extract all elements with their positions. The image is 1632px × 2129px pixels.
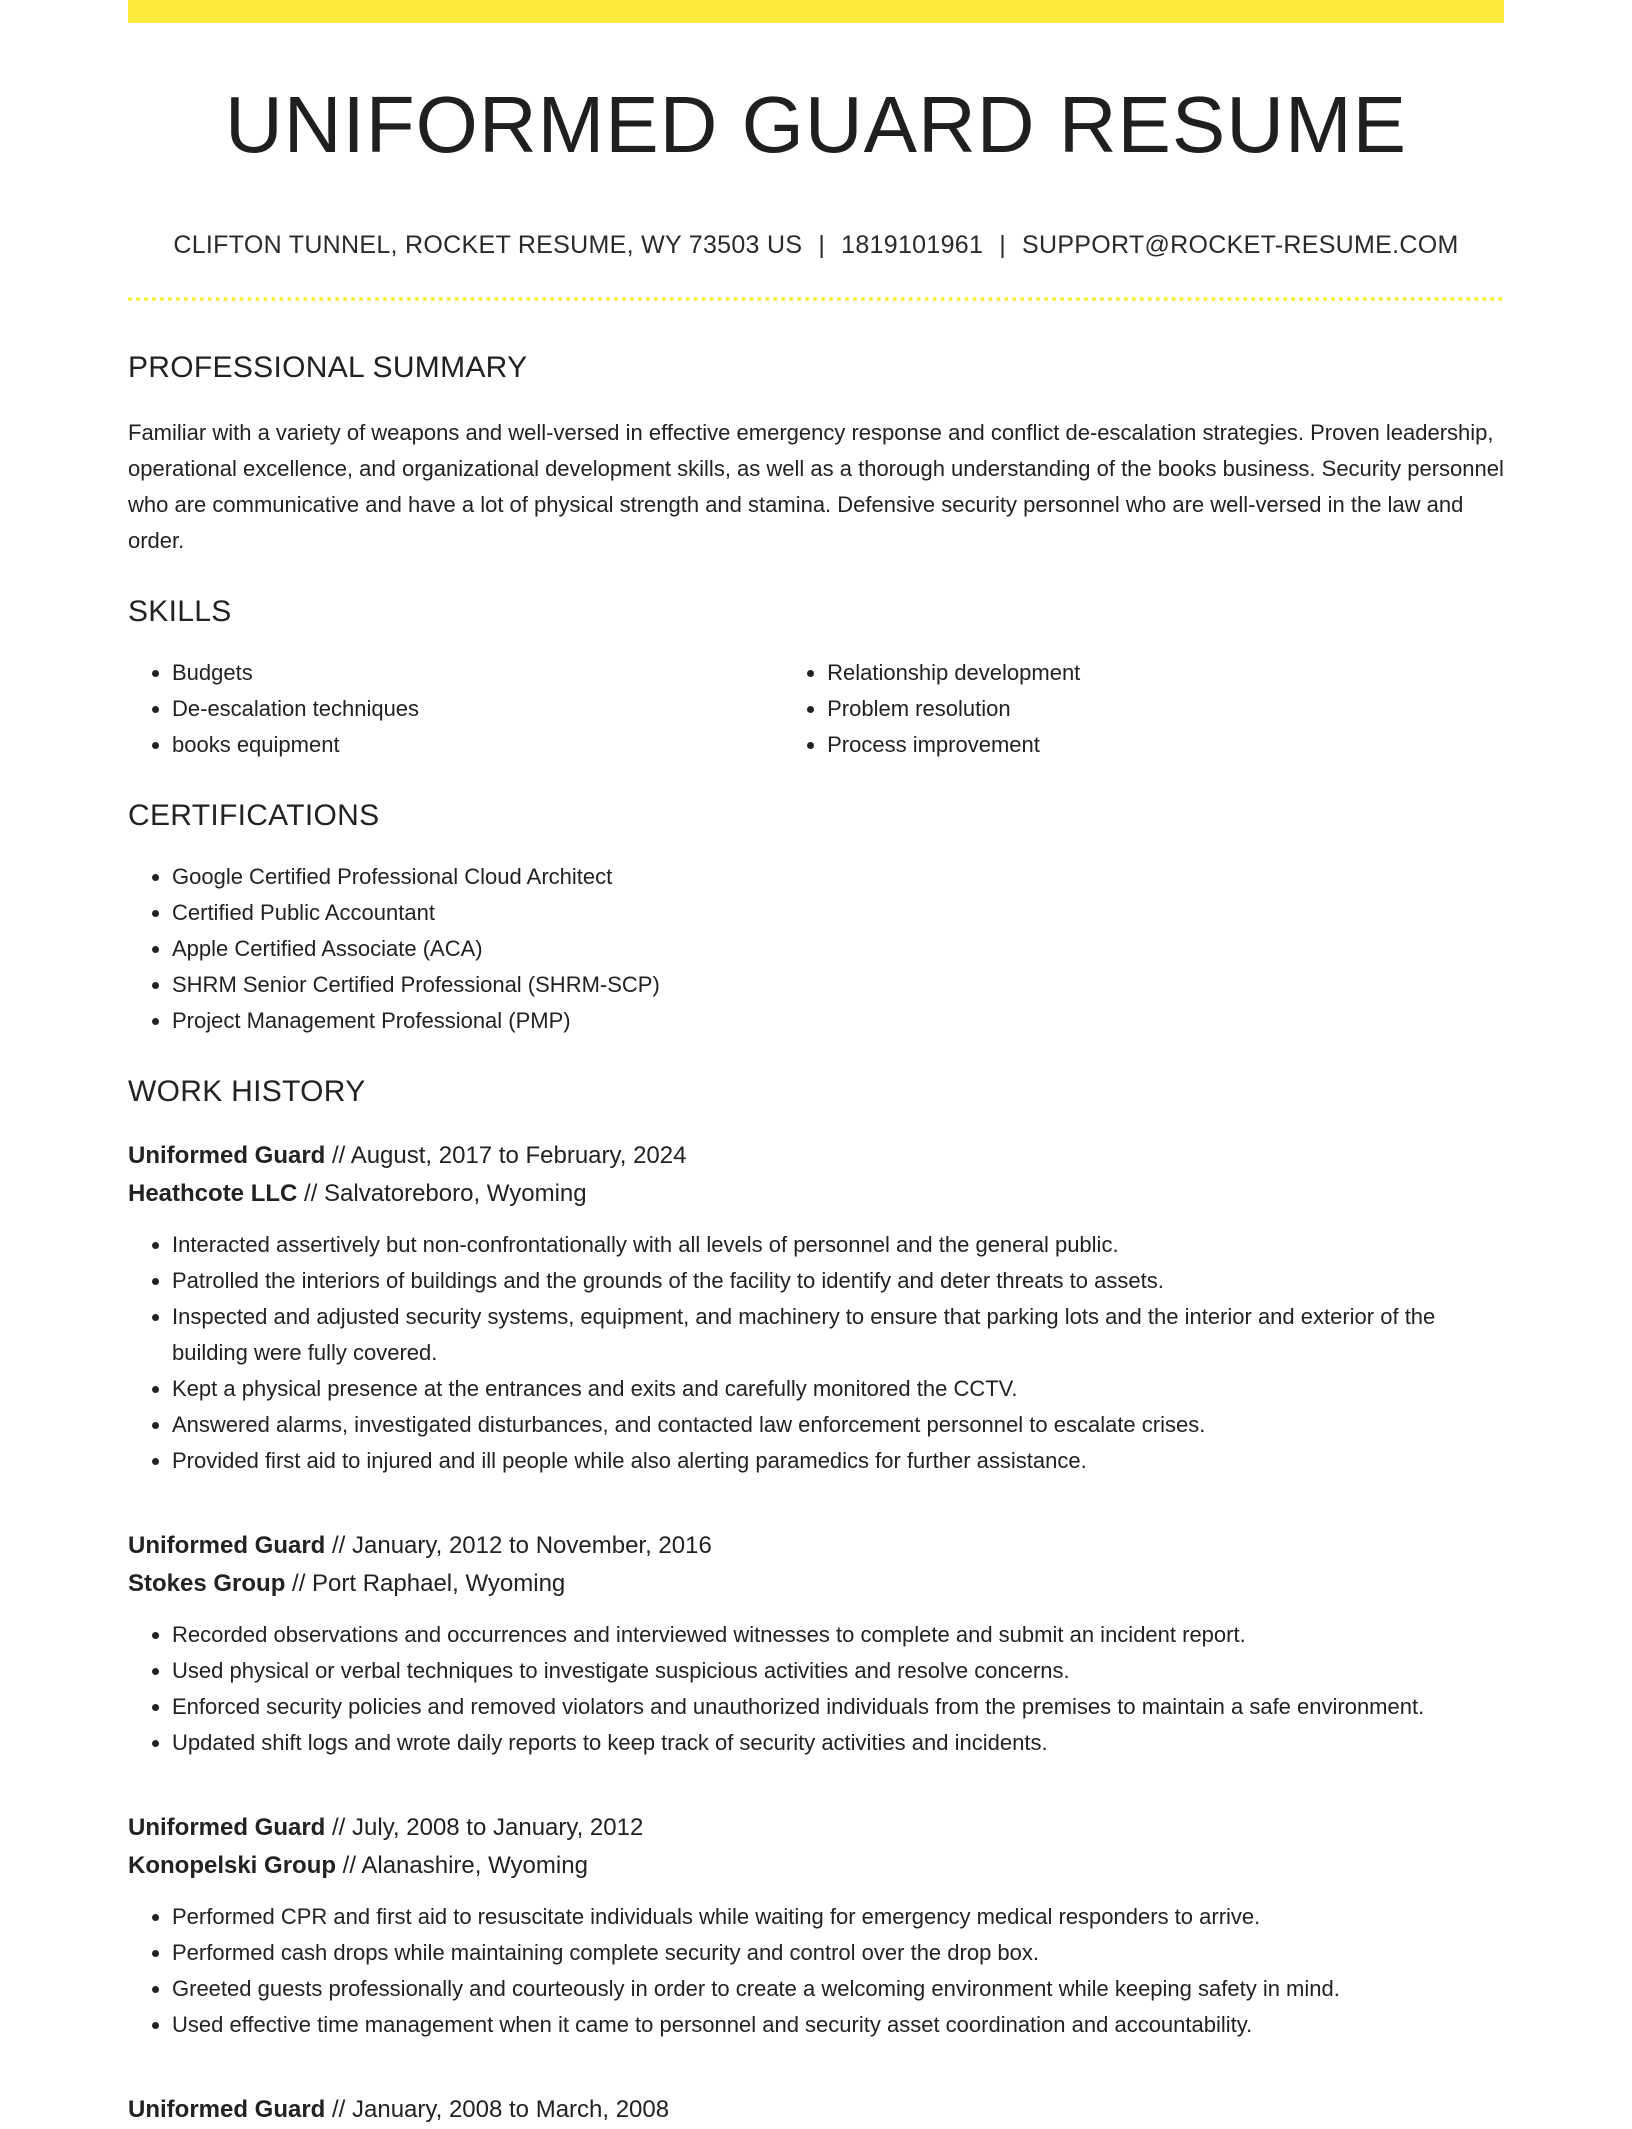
certifications-section — [128, 801, 1504, 1039]
job-title: Uniformed Guard — [128, 1532, 326, 1559]
job-company: Konopelski Group — [128, 1852, 337, 1879]
certifications-heading: CERTIFICATIONS — [128, 799, 380, 832]
list-item: • Answered alarms, investigated disturbances, and contacted law enforcement personnel to escalate crises. — [172, 1407, 1504, 1443]
accent-bar — [128, 0, 1504, 23]
skills-list-left — [128, 655, 783, 763]
list-item: • Problem resolution — [827, 691, 1504, 727]
job-bullets — [128, 1899, 1504, 2043]
job-title-line — [128, 2091, 1504, 2129]
job-company-line — [128, 1175, 1504, 1213]
job-company: Heathcote LLC — [128, 1180, 298, 1207]
skills-list-right — [783, 655, 1504, 763]
resume-page — [128, 0, 1504, 2129]
work-history-section — [128, 1077, 1504, 2129]
list-item: • Enforced security policies and removed violators and unauthorized individuals from the premises to maintain a safe environment. — [172, 1689, 1504, 1725]
list-item: • De-escalation techniques — [172, 691, 783, 727]
work-history-heading: WORK HISTORY — [128, 1075, 366, 1108]
job-title-line — [128, 1137, 1504, 1175]
list-item: • Certified Public Accountant — [172, 895, 1504, 931]
list-item: • Used effective time management when it came to personnel and security asset coordination and accountability. — [172, 2007, 1504, 2043]
skills-grid — [128, 655, 1504, 763]
job-entry — [128, 2091, 1504, 2129]
contact-address: CLIFTON TUNNEL, ROCKET RESUME, WY 73503 US — [173, 231, 803, 259]
list-item: • Interacted assertively but non-confrontationally with all levels of personnel and the general public. — [172, 1227, 1504, 1263]
job-title: Uniformed Guard — [128, 2096, 326, 2123]
job-company-line — [128, 1565, 1504, 1603]
list-item: • Apple Certified Associate (ACA) — [172, 931, 1504, 967]
job-entry — [128, 1809, 1504, 2043]
job-title: Uniformed Guard — [128, 1142, 326, 1169]
job-bullets — [128, 1227, 1504, 1479]
job-title-line — [128, 1527, 1504, 1565]
list-item: • Performed cash drops while maintaining complete security and control over the drop box. — [172, 1935, 1504, 1971]
skills-section — [128, 597, 1504, 763]
page-title: UNIFORMED GUARD RESUME — [224, 80, 1408, 169]
list-item: • Budgets — [172, 655, 783, 691]
list-item: • Inspected and adjusted security systems, equipment, and machinery to ensure that parking lots and the interior and exterior of the building were fully covered. — [172, 1299, 1504, 1371]
summary-text: Familiar with a variety of weapons and well-versed in effective emergency response and conflict de-escalation strategies. Proven leadership, operational excellence, and organizational development skills, as well as a thorough understanding of the books business. Security personnel who are communicative and have a lot of physical strength and stamina. Defensive security personnel who are well-versed in the law and order. — [128, 420, 1504, 553]
job-title-line — [128, 1809, 1504, 1847]
job-dates: // January, 2008 to March, 2008 — [325, 2096, 670, 2123]
list-item: • SHRM Senior Certified Professional (SHRM-SCP) — [172, 967, 1504, 1003]
job-company: Stokes Group — [128, 1570, 286, 1597]
certifications-list — [128, 859, 1504, 1039]
list-item: • Patrolled the interiors of buildings and the grounds of the facility to identify and deter threats to assets. — [172, 1263, 1504, 1299]
job-location: // Alanashire, Wyoming — [336, 1852, 588, 1879]
contact-separator: | — [818, 231, 826, 259]
job-entry — [128, 1527, 1504, 1761]
list-item: • Used physical or verbal techniques to investigate suspicious activities and resolve concerns. — [172, 1653, 1504, 1689]
skills-heading: SKILLS — [128, 595, 232, 628]
list-item: • books equipment — [172, 727, 783, 763]
job-dates: // August, 2017 to February, 2024 — [325, 1142, 687, 1169]
list-item: • Recorded observations and occurrences and interviewed witnesses to complete and submit an incident report. — [172, 1617, 1504, 1653]
job-dates: // January, 2012 to November, 2016 — [325, 1532, 712, 1559]
contact-line — [128, 231, 1504, 260]
list-item: • Provided first aid to injured and ill people while also alerting paramedics for further assistance. — [172, 1443, 1504, 1479]
job-title: Uniformed Guard — [128, 1814, 326, 1841]
list-item: • Project Management Professional (PMP) — [172, 1003, 1504, 1039]
job-entry — [128, 1137, 1504, 1479]
list-item: • Performed CPR and first aid to resuscitate individuals while waiting for emergency medical responders to arrive. — [172, 1899, 1504, 1935]
list-item: • Updated shift logs and wrote daily reports to keep track of security activities and incidents. — [172, 1725, 1504, 1761]
contact-separator: | — [999, 231, 1006, 259]
contact-phone: 1819101961 — [841, 231, 984, 259]
list-item: • Google Certified Professional Cloud Architect — [172, 859, 1504, 895]
list-item: • Relationship development — [827, 655, 1504, 691]
contact-email: SUPPORT@ROCKET-RESUME.COM — [1021, 231, 1459, 259]
job-company-line — [128, 1847, 1504, 1885]
job-location: // Salvatoreboro, Wyoming — [297, 1180, 587, 1207]
list-item: • Kept a physical presence at the entrances and exits and carefully monitored the CCTV. — [172, 1371, 1504, 1407]
list-item: • Process improvement — [827, 727, 1504, 763]
job-location: // Port Raphael, Wyoming — [285, 1570, 566, 1597]
job-bullets — [128, 1617, 1504, 1761]
summary-section — [128, 353, 1504, 559]
job-dates: // July, 2008 to January, 2012 — [325, 1814, 644, 1841]
summary-heading: PROFESSIONAL SUMMARY — [128, 351, 528, 384]
list-item: • Greeted guests professionally and courteously in order to create a welcoming environment while keeping safety in mind. — [172, 1971, 1504, 2007]
dotted-divider — [128, 297, 1504, 301]
